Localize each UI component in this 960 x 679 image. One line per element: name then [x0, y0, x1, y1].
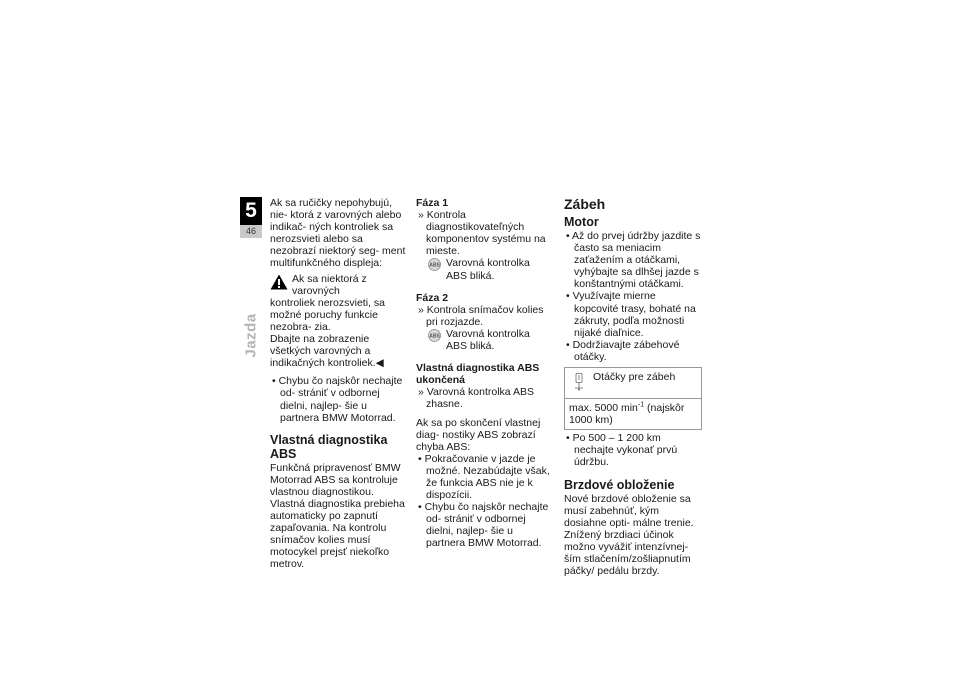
- list-item: » Varovná kontrolka ABS zhasne.: [418, 386, 534, 411]
- list-item: » Kontrola diagnostikovateľných komponentov systému na mieste.: [418, 209, 546, 258]
- abs-lamp-icon: [427, 258, 442, 274]
- heading-phase-1: Fáza 1: [416, 197, 449, 209]
- arrow-text: Kontrola snímačov kolies pri rozjazde.: [426, 303, 544, 328]
- spec-box-header: [565, 368, 701, 398]
- spec-box: [564, 367, 702, 430]
- heading-phase-2: Fáza 2: [416, 291, 449, 304]
- list-item: • Dodržiavajte zábehové otáčky.: [566, 338, 680, 363]
- bullet-text: Dodržiavajte zábehové otáčky.: [572, 338, 680, 363]
- brake-paragraph: Nové brzdové obloženie sa musí zabehnúť, kým dosiahne opti- málne trenie. Znížený brzdiaci účinok možno vyvážiť intenzívnej- ším stlačením/zošliapnutím páčky/ pedálu brzdy.: [564, 492, 694, 578]
- heading-brake-pads: Brzdové obloženie: [564, 477, 675, 492]
- heading-abs-selftest: Vlastná diagnostika ABS: [270, 432, 388, 461]
- lamp-indicator-row: [426, 328, 553, 352]
- chapter-tab: [240, 197, 262, 238]
- spec-value-a: max. 5000 min: [569, 402, 638, 415]
- heading-engine: Motor: [564, 215, 599, 229]
- spec-value: [565, 398, 701, 429]
- chapter-title-text: Jazda: [242, 312, 260, 358]
- bullet-text: Chybu čo najskôr nechajte od- strániť v odbornej dielni, najlep- šie u partnera BMW Motorrad.: [278, 375, 403, 424]
- warning-block: [270, 273, 407, 297]
- list-item: • Pokračovanie v jazde je možné. Nezabúdajte však, že funkcia ABS nie je k dispozícii.: [418, 452, 550, 502]
- bullet-text: Pokračovanie v jazde je možné. Nezabúdajte však, že funkcia ABS nie je k dispozícii.: [424, 452, 550, 502]
- lamp-text: Varovná kontrolka ABS bliká.: [446, 257, 530, 282]
- bullet-text: Využívajte mierne kopcovité trasy, bohaté na zákruty, podľa možnosti nijaké diaľnice.: [572, 290, 696, 339]
- column-2: [416, 197, 553, 550]
- bullet-text: Po 500 – 1 200 km nechajte vykonať prvú údržbu.: [572, 432, 678, 469]
- list-item: » Kontrola snímačov kolies pri rozjazde.: [418, 303, 544, 328]
- lamp-indicator-row: [426, 257, 553, 281]
- display-check-body: Dbajte na zobrazenie všetkých varovných a indikačných kontroliek.: [270, 333, 376, 370]
- warning-triangle-icon: [270, 274, 288, 293]
- spec-value-b: (najskôr 1000 km): [569, 402, 685, 427]
- list-item: • Chybu čo najskôr nechajte od- strániť v odbornej dielni, najlep- šie u partnera BMW Motorrad.: [272, 375, 403, 424]
- chapter-number: 5: [240, 197, 262, 225]
- list-item: • Využívajte mierne kopcovité trasy, bohaté na zákruty, podľa možnosti nijaké diaľnice.: [566, 290, 696, 339]
- tool-gauge-icon: [573, 373, 585, 394]
- svg-text:ABS: ABS: [429, 262, 440, 269]
- abs-fault-paragraph: Ak sa po skončení vlastnej diag- nostiky ABS zobrazí chyba ABS:: [416, 416, 541, 453]
- arrow-text: Varovná kontrolka ABS zhasne.: [426, 386, 534, 411]
- list-item: • Po 500 – 1 200 km nechajte vykonať prvú údržbu.: [566, 432, 678, 469]
- bullet-text: Chybu čo najskôr nechajte od- strániť v odbornej dielni, najlep- šie u partnera BMW Motorrad.: [424, 501, 549, 550]
- selftest-paragraph: Funkčná pripravenosť BMW Motorrad ABS sa kontroluje vlastnou diagnostikou. Vlastná diagnostika prebieha automaticky po zapnutí zapaľovania. Na kontrolu snímačov kolies musí motocykel prejsť niekoľko metrov.: [270, 461, 405, 571]
- warning-text: kontroliek nerozsvieti, sa možné poruchy funkcie nezobra- zia.: [270, 296, 385, 333]
- spec-title: Otáčky pre zábeh: [593, 371, 676, 384]
- list-item: • Chybu čo najskôr nechajte od- strániť v odbornej dielni, najlep- šie u partnera BMW Motorrad.: [418, 501, 549, 550]
- warning-line-1: Ak sa niektorá z varovných: [292, 272, 367, 297]
- column-1: [270, 197, 407, 571]
- lamp-text: Varovná kontrolka ABS bliká.: [446, 327, 530, 353]
- list-item: • Až do prvej údržby jazdite s často sa meniacim zaťažením a otáčkami, vyhýbajte sa dlhšej jazde s konštantnými otáčkami.: [566, 230, 701, 291]
- svg-text:ABS: ABS: [429, 333, 440, 340]
- page-number: 46: [240, 225, 262, 238]
- end-mark-icon: ◀: [375, 357, 384, 370]
- bullet-text: Až do prvej údržby jazdite s často sa meniacim zaťažením a otáčkami, vyhýbajte sa dlhšej jazde s konštantnými otáčkami.: [572, 230, 701, 291]
- column-3: [564, 197, 702, 577]
- arrow-text: Kontrola diagnostikovateľných komponentov systému na mieste.: [426, 209, 546, 258]
- heading-selftest-complete: Vlastná diagnostika ABS ukončená: [416, 362, 540, 387]
- spec-value-sup: -1: [637, 401, 645, 409]
- heading-break-in: Zábeh: [564, 196, 606, 212]
- chapter-title: [236, 305, 266, 365]
- display-check-text: [270, 333, 407, 369]
- intro-paragraph: Ak sa ručičky nepohybujú, nie- ktorá z varovných alebo indikač- ných kontroliek sa nerozsvieti alebo sa nezobrazí niektorý seg- ment multifunkčného displeja:: [270, 197, 406, 270]
- abs-lamp-icon: [427, 329, 442, 345]
